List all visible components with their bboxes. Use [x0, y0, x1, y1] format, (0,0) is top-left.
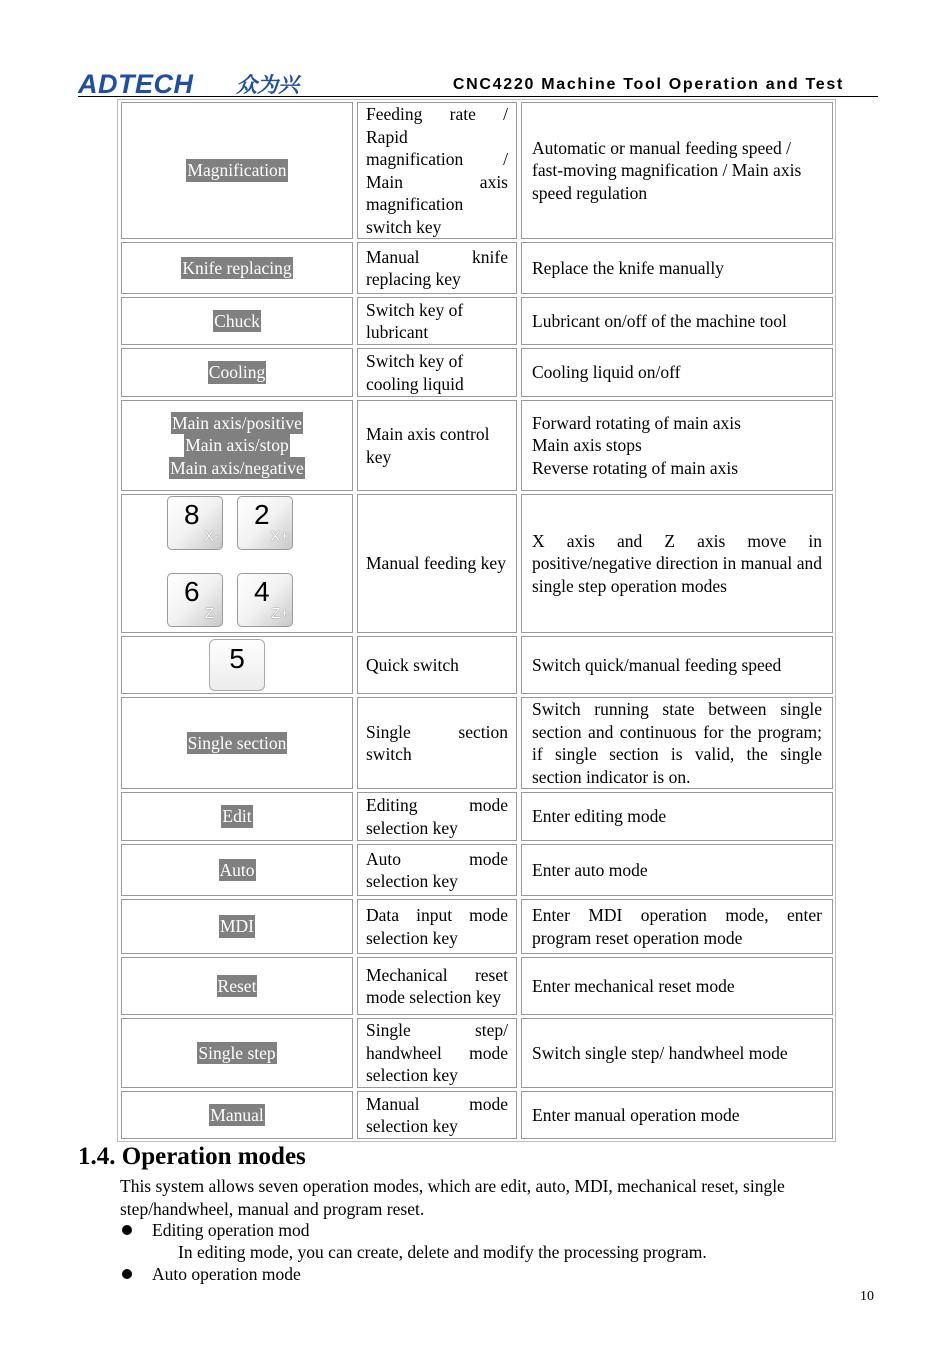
key-label-cell [121, 102, 353, 239]
key-table [117, 99, 836, 1142]
key-function-cell [521, 348, 833, 397]
key-function: Lubricant on/off of the machine tool [532, 310, 787, 331]
key-name: Auto mode selection key [366, 848, 508, 891]
key-name-cell [357, 957, 517, 1015]
key-4-z-plus [237, 573, 293, 627]
table-row [118, 899, 835, 954]
key-function: Automatic or manual feeding speed / fast-moving magnification / Main axis speed regulation [532, 137, 802, 203]
key-function: Enter editing mode [532, 806, 667, 827]
key-name: Main axis control key [366, 424, 490, 467]
key-label: Reset [217, 975, 257, 996]
key-label-negative: Main axis/negative [170, 457, 304, 478]
key-8-x-minus [167, 496, 223, 550]
key-label: Single section [187, 732, 287, 753]
key-number: 2 [254, 498, 270, 530]
key-name-cell [357, 1091, 517, 1139]
table-row [118, 792, 835, 841]
key-function-cell [521, 1091, 833, 1139]
key-function-cell [521, 844, 833, 896]
key-axis: Z+ [271, 605, 289, 622]
table-row [118, 957, 835, 1015]
key-function: Cooling liquid on/off [532, 362, 681, 383]
key-function-forward: Forward rotating of main axis [532, 412, 741, 433]
key-function-cell [521, 636, 833, 694]
key-function: X axis and Z axis move in positive/negative direction in manual and single step operation modes [532, 530, 822, 596]
key-name-cell [357, 792, 517, 841]
key-label-cell [121, 297, 353, 345]
key-name: Mechanical reset mode selection key [366, 964, 508, 1007]
document-title: CNC4220 Machine Tool Operation and Test [452, 76, 844, 93]
key-name-cell [357, 697, 517, 789]
key-label-cell [121, 697, 353, 789]
key-axis: X+ [270, 528, 289, 545]
key-name: Single step/ handwheel mode selection key [366, 1020, 508, 1086]
key-function: Enter MDI operation mode, enter program reset operation mode [532, 905, 822, 948]
key-label: Cooling [208, 362, 266, 383]
key-name: Single section switch [366, 721, 508, 764]
key-function-cell [521, 899, 833, 954]
table-row [118, 494, 835, 633]
key-function-cell [521, 1018, 833, 1088]
table-row [118, 242, 835, 294]
table-row [118, 844, 835, 896]
table-row [118, 1091, 835, 1139]
key-name: Data input mode selection key [366, 905, 508, 948]
key-label: Magnification [187, 160, 287, 181]
key-name-cell [357, 102, 517, 239]
key-function: Enter mechanical reset mode [532, 975, 735, 996]
section-heading: 1.4. Operation modes [78, 1143, 306, 1170]
key-label-cell [121, 792, 353, 841]
key-name-cell [357, 348, 517, 397]
key-name: Manual feeding key [366, 553, 506, 574]
key-label-cell [121, 1091, 353, 1139]
key-2-x-plus [237, 496, 293, 550]
table-row [118, 297, 835, 345]
key-label: Chuck [214, 310, 260, 331]
key-label: MDI [219, 916, 255, 937]
key-function-cell [521, 400, 833, 491]
key-function-cell [521, 494, 833, 633]
key-number: 6 [184, 575, 200, 607]
bullet-description: In editing mode, you can create, delete and modify the processing program. [178, 1242, 707, 1262]
key-function-cell [521, 242, 833, 294]
key-function-cell [521, 697, 833, 789]
key-5-quick [209, 639, 265, 691]
key-number: 5 [229, 643, 245, 674]
key-name-cell [357, 494, 517, 633]
key-label: Auto [219, 859, 255, 880]
key-label-cell [121, 957, 353, 1015]
key-label-positive: Main axis/positive [172, 412, 302, 433]
key-name-cell [357, 899, 517, 954]
key-name: Switch key of cooling liquid [366, 351, 464, 394]
key-6-z-minus [167, 573, 223, 627]
key-function: Switch running state between single section and continuous for the program; if single section is valid, the single section indicator is on. [532, 699, 822, 787]
adtech-logo: ADTECH [78, 69, 194, 99]
bullet-label: Editing operation mod [152, 1220, 310, 1240]
key-function: Enter auto mode [532, 859, 648, 880]
key-label-stop: Main axis/stop [185, 435, 289, 456]
table-row [118, 348, 835, 397]
key-label: Single step [198, 1042, 276, 1063]
table-row [118, 697, 835, 789]
key-label-cell [121, 636, 353, 694]
key-name-cell [357, 636, 517, 694]
key-number: 8 [184, 498, 200, 530]
key-axis: Z- [204, 605, 219, 622]
key-name-cell [357, 1018, 517, 1088]
key-label-cell [121, 400, 353, 491]
key-label: Knife replacing [182, 257, 292, 278]
key-name-cell [357, 242, 517, 294]
key-function-stop: Main axis stops [532, 435, 642, 456]
key-axis: X- [204, 528, 219, 545]
key-name-cell [357, 400, 517, 491]
table-row [118, 400, 835, 491]
adtech-logo-cn: 众为兴 [236, 73, 299, 97]
key-name: Manual knife replacing key [366, 246, 508, 289]
key-name: Manual mode selection key [366, 1093, 508, 1136]
key-name: Switch key of lubricant [366, 299, 464, 342]
key-function: Switch quick/manual feeding speed [532, 654, 782, 675]
bullet-item-auto [122, 1263, 301, 1286]
bullet-item-editing [122, 1219, 309, 1242]
table-row [118, 636, 835, 694]
key-name: Editing mode selection key [366, 795, 508, 838]
table-row [118, 1018, 835, 1088]
key-label-cell [121, 494, 353, 633]
key-label-cell [121, 844, 353, 896]
key-label-cell [121, 348, 353, 397]
key-function-cell [521, 792, 833, 841]
key-name-cell [357, 844, 517, 896]
section-intro: This system allows seven operation modes, which are edit, auto, MDI, mechanical reset, single step/handwheel, manual and program reset. [120, 1176, 785, 1219]
key-number: 4 [254, 575, 270, 607]
page-number: 10 [860, 1289, 874, 1304]
header-rule [78, 96, 878, 97]
page-header [78, 66, 878, 98]
bullet-dot-icon [122, 1225, 132, 1235]
table-row [118, 102, 835, 239]
key-function: Replace the knife manually [532, 257, 724, 278]
key-label-cell [121, 242, 353, 294]
bullet-label: Auto operation mode [152, 1264, 301, 1284]
key-label-cell [121, 1018, 353, 1088]
key-function-cell [521, 102, 833, 239]
key-function: Switch single step/ handwheel mode [532, 1042, 788, 1063]
key-name: Feeding rate / Rapid magnification / Main axis magnification switch key [366, 104, 508, 237]
key-label-cell [121, 899, 353, 954]
key-label: Manual [210, 1104, 264, 1125]
key-name-cell [357, 297, 517, 345]
key-function-cell [521, 957, 833, 1015]
key-function-cell [521, 297, 833, 345]
feed-keypad [167, 494, 307, 634]
bullet-dot-icon [122, 1269, 132, 1279]
key-function: Enter manual operation mode [532, 1104, 740, 1125]
key-function-reverse: Reverse rotating of main axis [532, 457, 739, 478]
key-name: Quick switch [366, 654, 459, 675]
key-label: Edit [222, 806, 252, 827]
